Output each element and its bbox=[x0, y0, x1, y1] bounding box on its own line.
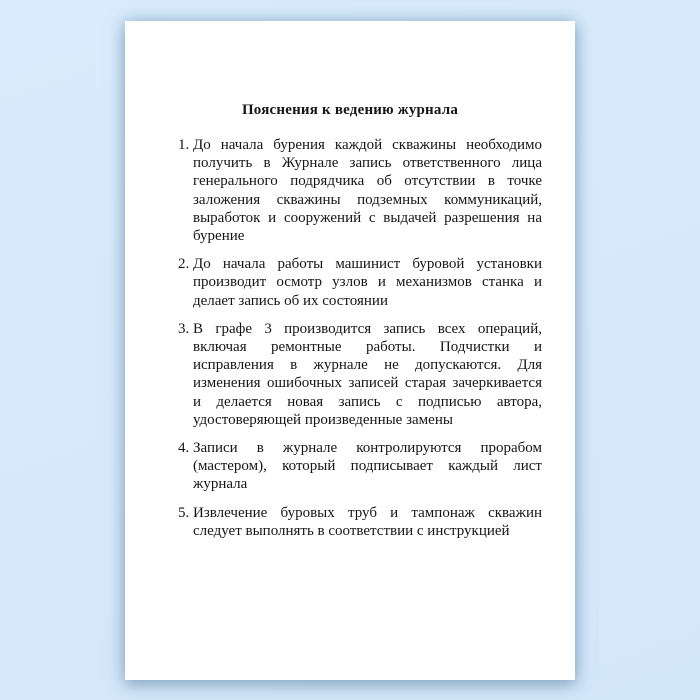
document-page bbox=[125, 21, 575, 680]
list-item-number: 5. bbox=[178, 504, 190, 521]
list-item-number: 4. bbox=[178, 440, 190, 457]
instructions-list bbox=[125, 136, 575, 540]
list-item bbox=[178, 136, 542, 245]
list-item-number: 2. bbox=[178, 256, 190, 273]
list-item bbox=[178, 255, 542, 310]
list-item-text: До начала бурения каждой скважины необходимо получить в Журнале запись ответственного лица генерального подрядчика об отсутствии в точке заложения скважины подземных коммуникаций, выработок и сооружений с выдачей разрешения на бурение bbox=[193, 137, 542, 245]
list-item bbox=[178, 320, 542, 429]
list-item-text: Извлечение буровых труб и тампонаж скважин следует выполнять в соответствии с инструкцией bbox=[193, 504, 542, 539]
list-item-text: До начала работы машинист буровой установки производит осмотр узлов и механизмов станка и делает запись об их состоянии bbox=[193, 256, 542, 309]
list-item-text: Записи в журнале контролируются прорабом (мастером), который подписывает каждый лист журнала bbox=[193, 440, 542, 493]
list-item-number: 3. bbox=[178, 320, 190, 337]
list-item-text: В графе 3 производится запись всех операций, включая ремонтные работы. Подчистки и исправления в журнале не допускаются. Для изменения ошибочных записей старая зачеркивается и делается новая запись с подписью автора, удостоверяющей произведенные замены bbox=[193, 320, 542, 428]
list-item bbox=[178, 504, 542, 540]
list-item-number: 1. bbox=[178, 137, 190, 153]
document-title: Пояснения к ведению журнала bbox=[241, 102, 459, 118]
list-item bbox=[178, 439, 542, 494]
